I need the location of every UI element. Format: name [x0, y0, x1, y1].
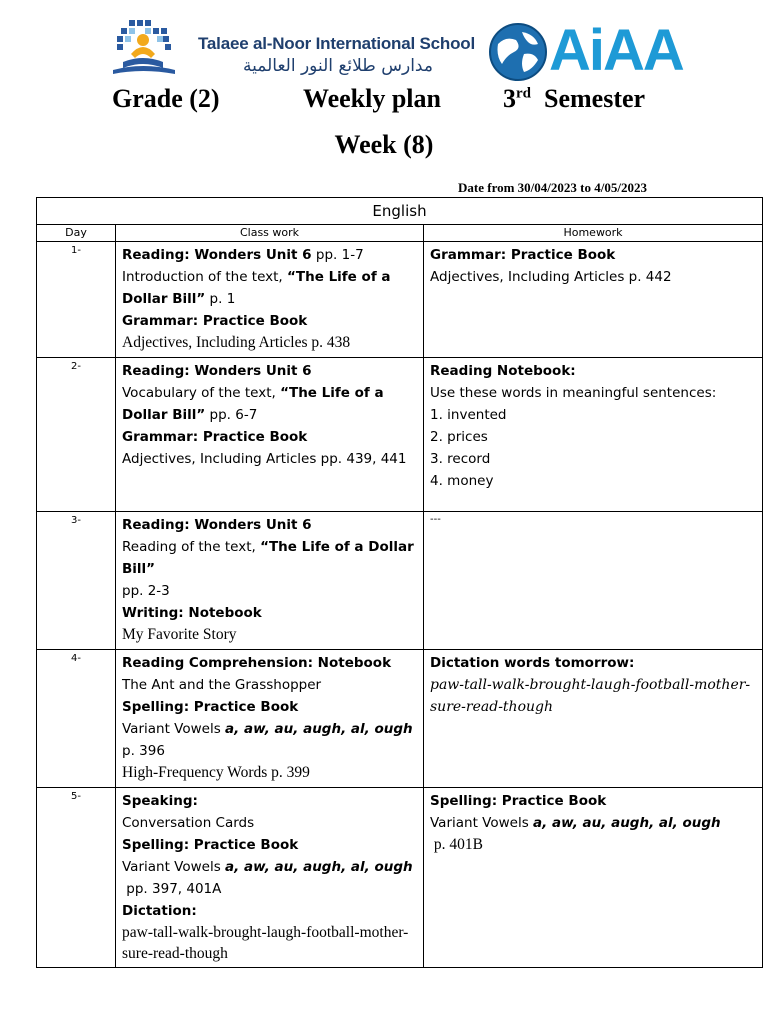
semester-label — [503, 84, 645, 114]
dictation-words: paw-tall-walk-brought-laugh-football-mother-sure-read-though — [122, 924, 409, 962]
classwork-text: Adjectives, Including Articles pp. 439, 441 — [122, 451, 407, 467]
classwork-cell — [116, 788, 424, 968]
classwork-heading: Reading: Wonders Unit 6 — [122, 247, 312, 263]
homework-column-header: Homework — [424, 225, 763, 242]
classwork-text: pp. 397, 401A — [122, 881, 222, 897]
classwork-heading: Dictation: — [122, 903, 197, 919]
homework-cell — [424, 242, 763, 358]
school-emblem-icon — [105, 18, 185, 82]
classwork-text: The Ant and the Grasshopper — [122, 677, 322, 693]
homework-heading: Spelling: Practice Book — [430, 793, 607, 809]
dictation-words: paw-tall-walk-brought-laugh-football-mother-sure-read-though — [430, 677, 751, 715]
classwork-text: Reading of the text, — [122, 539, 261, 555]
classwork-text: Variant Vowels — [122, 859, 226, 875]
classwork-heading: Speaking: — [122, 793, 198, 809]
classwork-text: p. 396 — [122, 743, 165, 759]
story-title: “The Life of a Dollar Bill” — [122, 539, 414, 577]
classwork-heading: Reading Comprehension: Notebook — [122, 655, 392, 671]
homework-text: Adjectives, Including Articles p. 442 — [430, 269, 672, 285]
school-name-english: Talaee al-Noor International School — [198, 34, 476, 53]
column-header-row — [37, 225, 763, 242]
semester-suffix: rd — [516, 85, 531, 102]
table-row — [37, 242, 763, 358]
classwork-text: pp. 6-7 — [205, 407, 258, 423]
classwork-heading: Grammar: Practice Book — [122, 429, 308, 445]
list-item: 2. prices — [430, 429, 488, 445]
homework-heading: Grammar: Practice Book — [430, 247, 616, 263]
day-column-header: Day — [37, 225, 116, 242]
subject-heading: English — [37, 198, 763, 225]
homework-cell — [424, 650, 763, 788]
homework-text: Variant Vowels — [430, 815, 534, 831]
homework-cell — [424, 358, 763, 512]
weekly-plan-table — [36, 197, 763, 968]
day-cell: 2- — [37, 358, 116, 512]
date-range: Date from 30/04/2023 to 4/05/2023 — [458, 180, 647, 195]
semester-word: Semester — [544, 84, 646, 113]
homework-text: Use these words in meaningful sentences: — [430, 385, 717, 401]
grade-label: Grade (2) — [112, 84, 220, 113]
classwork-text: Conversation Cards — [122, 815, 255, 831]
vowel-patterns: a, aw, au, augh, al, ough — [225, 721, 413, 737]
classwork-cell — [116, 242, 424, 358]
plan-title: Weekly plan — [303, 84, 441, 113]
classwork-text: Vocabulary of the text, — [122, 385, 281, 401]
homework-cell — [424, 512, 763, 650]
classwork-heading: Spelling: Practice Book — [122, 837, 299, 853]
day-cell: 4- — [37, 650, 116, 788]
classwork-heading: Grammar: Practice Book — [122, 313, 308, 329]
vowel-patterns: a, aw, au, augh, al, ough — [225, 859, 413, 875]
list-item: 3. record — [430, 451, 491, 467]
week-title: Week (8) — [334, 130, 434, 159]
homework-heading: Reading Notebook: — [430, 363, 576, 379]
table-row — [37, 512, 763, 650]
table-row — [37, 788, 763, 968]
table-row — [37, 650, 763, 788]
classwork-text: pp. 1-7 — [311, 247, 364, 263]
classwork-heading: Reading: Wonders Unit 6 — [122, 517, 312, 533]
classwork-text: Variant Vowels — [122, 721, 226, 737]
classwork-heading: Writing: Notebook — [122, 605, 262, 621]
homework-heading: Dictation words tomorrow: — [430, 655, 635, 671]
homework-text: --- — [430, 514, 441, 525]
classwork-text: pp. 2-3 — [122, 583, 170, 599]
classwork-text: High-Frequency Words p. 399 — [122, 764, 310, 781]
day-cell: 3- — [37, 512, 116, 650]
homework-text: p. 401B — [430, 836, 483, 853]
table-row — [37, 358, 763, 512]
classwork-cell — [116, 650, 424, 788]
list-item: 4. money — [430, 473, 494, 489]
page-header — [0, 0, 768, 90]
school-name-arabic: مدارس طلائع النور العالمية — [243, 56, 433, 76]
story-title: “The Life of a Dollar Bill” — [122, 269, 391, 307]
vowel-patterns: a, aw, au, augh, al, ough — [533, 815, 721, 831]
classwork-cell — [116, 512, 424, 650]
list-item: 1. invented — [430, 407, 507, 423]
day-cell: 5- — [37, 788, 116, 968]
classwork-text: p. 1 — [205, 291, 236, 307]
classwork-heading: Spelling: Practice Book — [122, 699, 299, 715]
homework-cell — [424, 788, 763, 968]
classwork-heading: Reading: Wonders Unit 6 — [122, 363, 312, 379]
classwork-text: My Favorite Story — [122, 626, 237, 643]
classwork-column-header: Class work — [116, 225, 424, 242]
partner-logo-text: AiAA — [549, 18, 683, 83]
classwork-text: Introduction of the text, — [122, 269, 288, 285]
globe-icon — [488, 22, 548, 82]
classwork-text: Adjectives, Including Articles p. 438 — [122, 334, 351, 351]
day-cell: 1- — [37, 242, 116, 358]
subject-row — [37, 198, 763, 225]
semester-number: 3 — [503, 84, 516, 113]
story-title: “The Life of a Dollar Bill” — [122, 385, 384, 423]
classwork-cell — [116, 358, 424, 512]
